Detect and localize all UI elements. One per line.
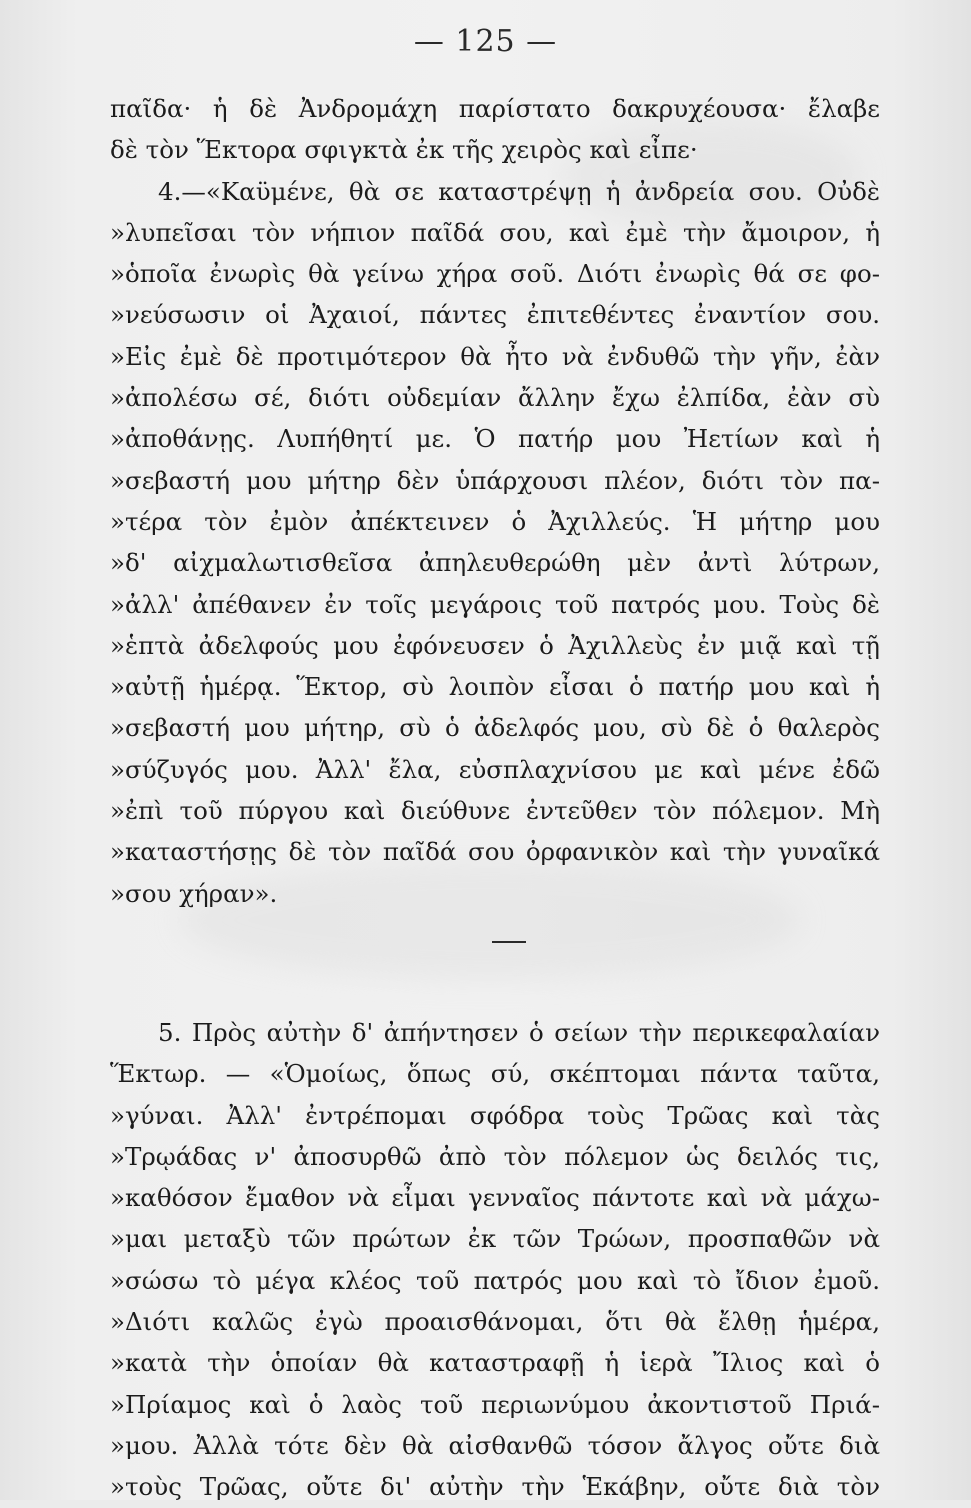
text-line: 4.—«Καϋμένε, θὰ σε καταστρέψῃ ἡ ἀνδρεία σου. Οὐδὲ — [158, 176, 880, 206]
text-line: »σώσω τὸ μέγα κλέος τοῦ πατρός μου καὶ τὸ ἴδιον ἐμοῦ. — [110, 1265, 880, 1295]
text-line: »ἀλλ' ἀπέθανεν ἐν τοῖς μεγάροις τοῦ πατρός μου. Τοὺς δὲ — [110, 589, 880, 619]
text-line: »νεύσωσιν οἱ Ἀχαιοί, πάντες ἐπιτεθέντες ἐναντίον σου. — [110, 300, 880, 330]
text-line: »καθόσον ἔμαθον νὰ εἶμαι γενναῖος πάντοτε καὶ νὰ μάχω- — [110, 1183, 880, 1213]
text-line: Ἕκτωρ. — «Ὁμοίως, ὅπως σύ, σκέπτομαι πάντα ταῦτα, — [110, 1059, 880, 1089]
text-line: »σεβαστή μου μήτηρ, σὺ ὁ ἀδελφός μου, σὺ δὲ ὁ θαλερὸς — [110, 713, 880, 743]
text-line: »Τρῳάδας ν' ἀποσυρθῶ ἀπὸ τὸν πόλεμον ὡς δειλός τις, — [110, 1141, 880, 1171]
paragraph — [110, 88, 880, 171]
text-line: »λυπεῖσαι τὸν νήπιον παῖδά σου, καὶ ἐμὲ τὴν ἄμοιρον, ἡ — [110, 217, 880, 247]
text-line: »μαι μεταξὺ τῶν πρώτων ἐκ τῶν Τρώων, προσπαθῶν νὰ — [110, 1224, 880, 1254]
text-line: »δ' αἰχμαλωτισθεῖσα ἀπηλευθερώθη μὲν ἀντὶ λύτρων, — [110, 548, 880, 578]
text-line: »σύζυγός μου. Ἀλλ' ἔλα, εὐσπλαχνίσου με καὶ μένε ἐδῶ — [110, 754, 880, 784]
text-line: 5. Πρὸς αὐτὴν δ' ἀπήντησεν ὁ σείων τὴν περικεφαλαίαν — [158, 1017, 880, 1047]
text-line: »Πρίαμος καὶ ὁ λαὸς τοῦ περιωνύμου ἀκοντιστοῦ Πριά- — [110, 1389, 880, 1419]
text-line: παῖδα· ἡ δὲ Ἀνδρομάχη παρίστατο δακρυχέουσα· ἔλαβε — [110, 94, 880, 123]
text-line: »μου. Ἀλλὰ τότε δὲν θὰ αἰσθανθῶ τόσον ἄλγος οὔτε διὰ — [110, 1430, 880, 1460]
section-separator — [110, 914, 880, 1012]
text-line: »ὁποῖα ἐνωρὶς θὰ γείνω χήρα σοῦ. Διότι ἐνωρὶς θά σε φο- — [110, 259, 880, 289]
text-line: δὲ τὸν Ἕκτορα σφιγκτὰ ἐκ τῆς χειρὸς καὶ εἶπε· — [110, 135, 698, 165]
paragraph — [110, 171, 880, 914]
paragraph — [110, 1012, 880, 1508]
text-line: »Εἰς ἐμὲ δὲ προτιμότερον θὰ ἦτο νὰ ἐνδυθῶ τὴν γῆν, ἐὰν — [110, 341, 880, 371]
text-line: »καταστήσῃς δὲ τὸν παῖδά σου ὀρφανικὸν καὶ τὴν γυναῖκά — [110, 837, 880, 867]
text-line: »ἑπτὰ ἀδελφούς μου ἐφόνευσεν ὁ Ἀχιλλεὺς ἐν μιᾷ καὶ τῇ — [110, 630, 880, 660]
text-line: »ἀποθάνῃς. Λυπήθητί με. Ὁ πατήρ μου Ἠετίων καὶ ἡ — [110, 424, 880, 454]
text-line: »ἀπολέσω σέ, διότι οὐδεμίαν ἄλλην ἔχω ἐλπίδα, ἐὰν σὺ — [110, 383, 880, 413]
text-line: »ἐπὶ τοῦ πύργου καὶ διεύθυνε ἐντεῦθεν τὸν πόλεμον. Μὴ — [110, 796, 880, 826]
text-line: »κατὰ τὴν ὁποίαν θὰ καταστραφῇ ἡ ἱερὰ Ἴλιος καὶ ὁ — [110, 1348, 880, 1378]
text-line: »γύναι. Ἀλλ' ἐντρέπομαι σφόδρα τοὺς Τρῶας καὶ τὰς — [110, 1100, 880, 1130]
text-line: »Διότι καλῶς ἐγὼ προαισθάνομαι, ὅτι θὰ ἔλθῃ ἡμέρα, — [110, 1307, 880, 1337]
text-line: »αὐτῇ ἡμέρᾳ. Ἕκτορ, σὺ λοιπὸν εἶσαι ὁ πατήρ μου καὶ ἡ — [110, 672, 880, 702]
text-line: »τέρα τὸν ἐμὸν ἀπέκτεινεν ὁ Ἀχιλλεύς. Ἡ μήτηρ μου — [110, 506, 880, 536]
body-text — [110, 88, 880, 1508]
text-line: »τοὺς Τρῶας, οὔτε δι' αὐτὴν τὴν Ἑκάβην, οὔτε διὰ τὸν — [110, 1472, 880, 1502]
text-line: »σου χήραν». — [110, 878, 278, 908]
text-line: »σεβαστή μου μήτηρ δὲν ὑπάρχουσι πλέον, διότι τὸν πα- — [110, 465, 880, 495]
separator-rule — [492, 941, 526, 943]
page-number: — 125 — — [413, 24, 558, 59]
